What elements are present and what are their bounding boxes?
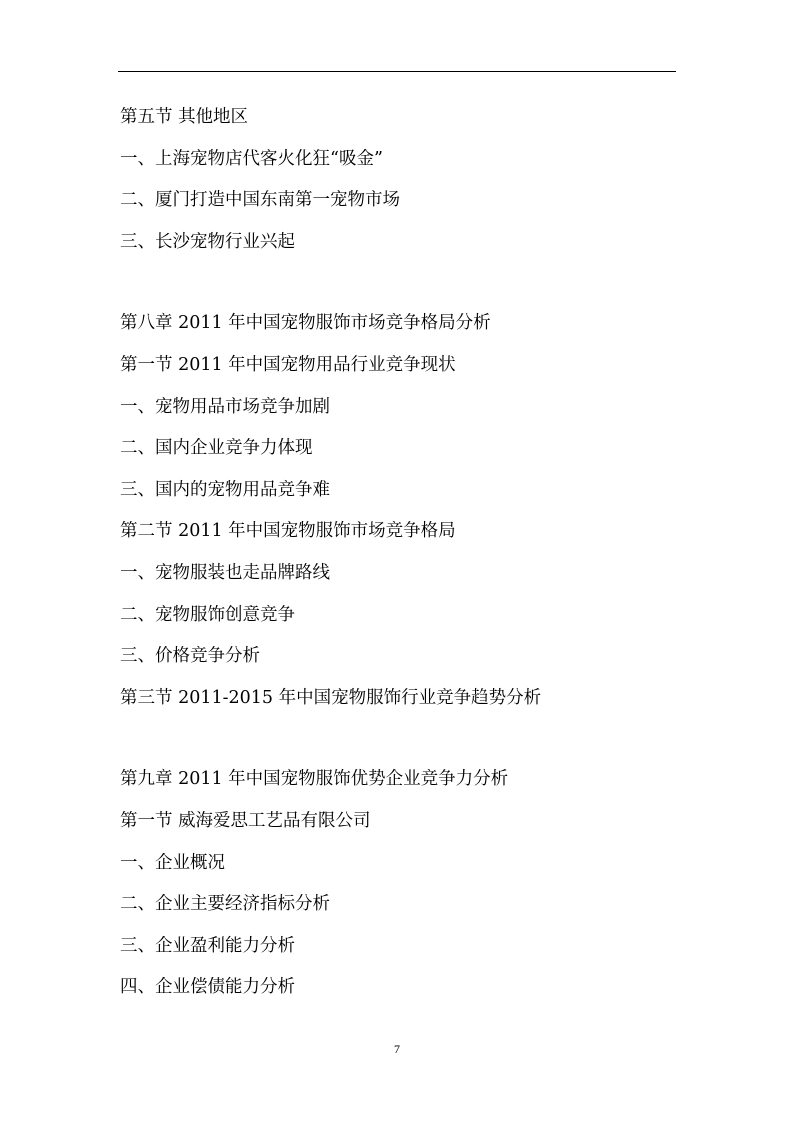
toc-line: 一、企业概况 — [120, 852, 225, 873]
page-number: 7 — [394, 1042, 400, 1056]
toc-line: 第一节 2011 年中国宠物用品行业竞争现状 — [120, 354, 456, 375]
toc-line: 三、企业盈利能力分析 — [120, 935, 295, 956]
toc-line: 第二节 2011 年中国宠物服饰市场竞争格局 — [120, 521, 456, 542]
section-gap — [120, 725, 680, 765]
toc-line: 第九章 2011 年中国宠物服饰优势企业竞争力分析 — [120, 769, 509, 790]
toc-line: 第八章 2011 年中国宠物服饰市场竞争格局分析 — [120, 313, 491, 334]
toc-line: 四、企业偿债能力分析 — [120, 977, 295, 998]
toc-line: 二、宠物服饰创意竞争 — [120, 604, 295, 625]
section-gap — [120, 269, 680, 309]
toc-line: 第一节 威海爱思工艺品有限公司 — [120, 810, 371, 831]
toc-line: 二、国内企业竞争力体现 — [120, 438, 313, 459]
toc-line: 二、企业主要经济指标分析 — [120, 894, 330, 915]
toc-line: 三、价格竞争分析 — [120, 646, 260, 667]
toc-line: 第五节 其他地区 — [120, 107, 249, 127]
header-rule — [118, 71, 676, 72]
toc-line: 一、宠物服装也走品牌路线 — [120, 562, 330, 583]
table-of-contents — [120, 103, 680, 1015]
toc-line: 一、宠物用品市场竞争加剧 — [120, 396, 330, 417]
toc-line: 一、上海宠物店代客火化狂“吸金” — [120, 148, 383, 169]
toc-line: 第三节 2011-2015 年中国宠物服饰行业竞争趋势分析 — [120, 687, 542, 708]
toc-line: 三、国内的宠物用品竞争难 — [120, 479, 330, 500]
toc-line: 二、厦门打造中国东南第一宠物市场 — [120, 190, 400, 211]
toc-line: 三、长沙宠物行业兴起 — [120, 231, 295, 252]
